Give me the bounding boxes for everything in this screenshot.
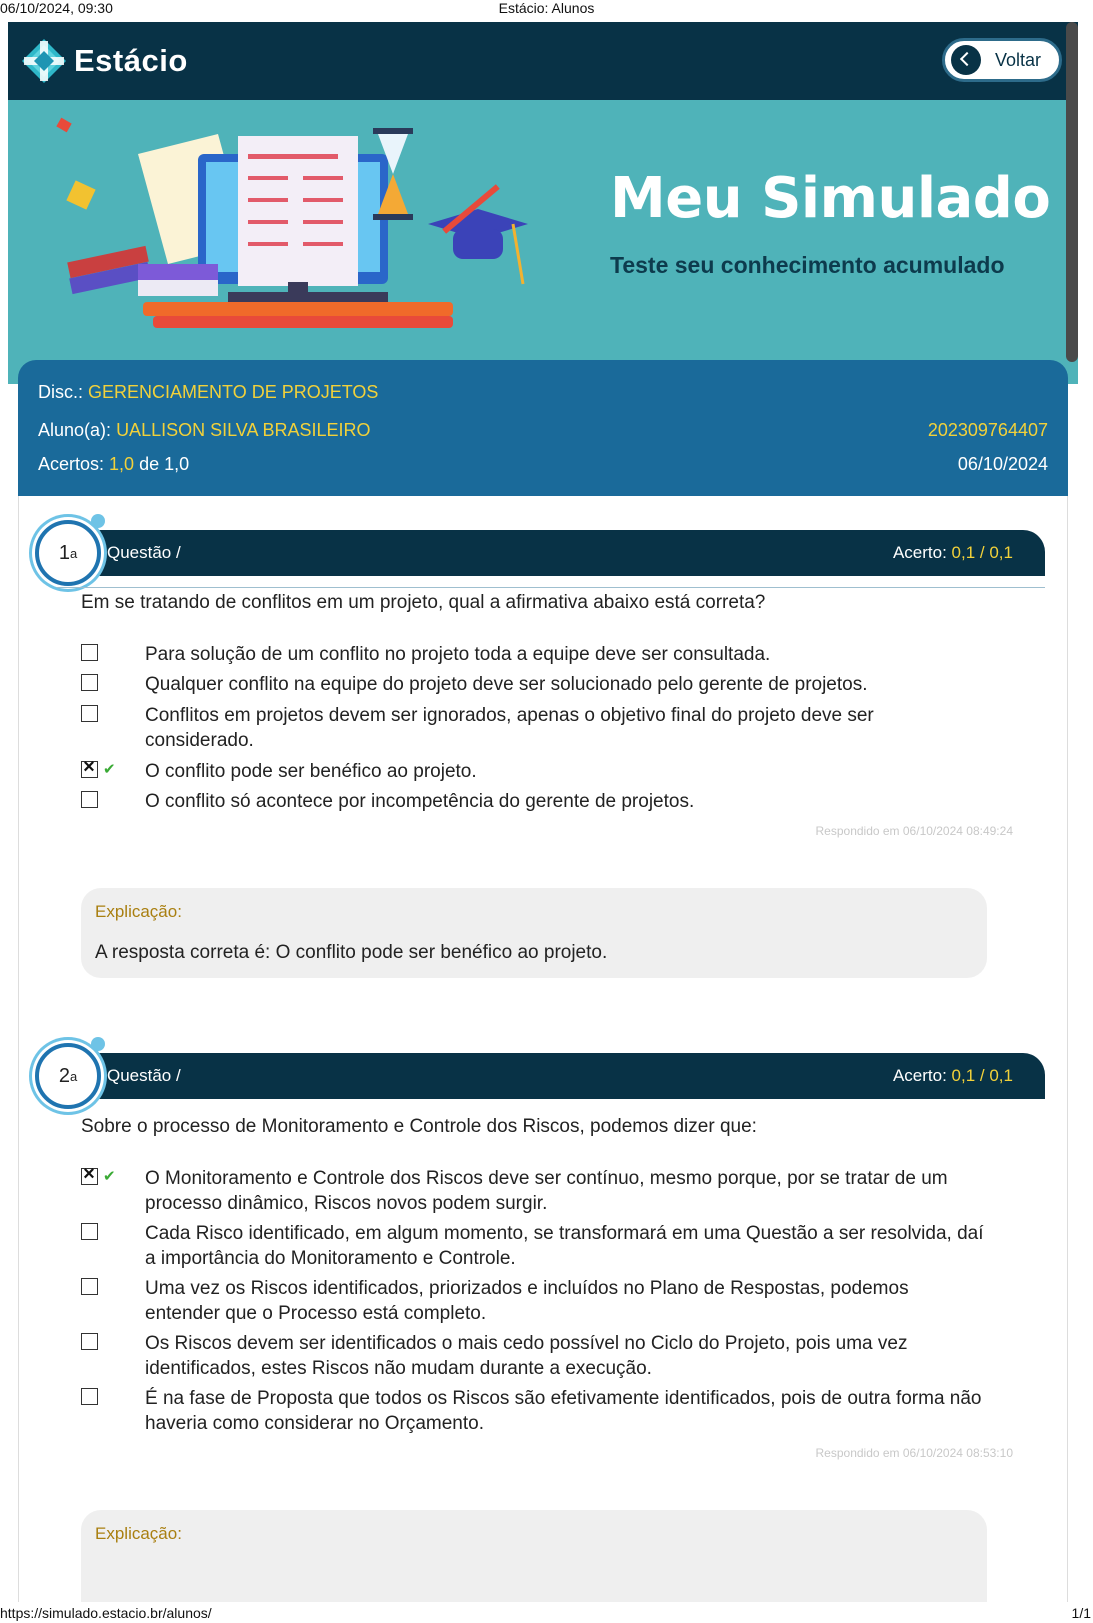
checkbox[interactable] — [81, 1223, 98, 1240]
student-label: Aluno(a): — [38, 420, 112, 440]
option-text: É na fase de Proposta que todos os Riscos são efetivamente identificados, pois de outra forma não haveria como considerar no Orçamento. — [145, 1388, 982, 1434]
question-2-number-badge — [35, 1043, 101, 1109]
question-2-score-label: Acerto: — [892, 1066, 947, 1085]
hero-banner — [8, 100, 1078, 384]
print-url: https://simulado.estacio.br/alunos/ — [0, 1605, 212, 1621]
print-footer — [0, 1603, 1093, 1623]
hits-value: 1,0 — [109, 454, 135, 474]
question-2-option-5[interactable] — [81, 1388, 981, 1438]
option-text: Cada Risco identificado, em algum momento, se transformará em uma Questão a ser resolvida, daí a importância do Monitoramento e Controle. — [145, 1223, 984, 1269]
option-text: O Monitoramento e Controle dos Riscos deve ser contínuo, mesmo porque, por se tratar de um processo dinâmico, Riscos novos podem surgir. — [145, 1168, 948, 1214]
question-2-option-3[interactable] — [81, 1278, 981, 1328]
correct-check-icon: ✔ — [103, 1168, 116, 1185]
question-1-ordinal: a — [69, 545, 78, 561]
option-text: Conflitos em projetos devem ser ignorados, apenas o objetivo final do projeto deve ser considerado. — [145, 705, 874, 751]
back-button[interactable] — [942, 38, 1062, 82]
page — [8, 22, 1078, 1602]
question-1-answered-at: Respondido em 06/10/2024 08:49:24 — [815, 824, 1013, 838]
question-1-score — [893, 543, 1013, 563]
discipline-row — [38, 382, 378, 403]
top-bar — [8, 22, 1078, 100]
print-page-number: 1/1 — [1071, 1605, 1091, 1621]
option-text: Qualquer conflito na equipe do projeto deve ser solucionado pelo gerente de projetos. — [145, 674, 868, 695]
correct-check-icon: ✔ — [103, 761, 116, 778]
student-row — [38, 420, 371, 441]
question-2-number: 2 — [58, 1064, 70, 1087]
explanation-title: Explicação: — [95, 1524, 182, 1543]
checkbox-checked[interactable] — [81, 761, 98, 778]
question-1-score-value: 0,1 — [951, 543, 976, 562]
question-1-score-max: / 0,1 — [979, 543, 1013, 562]
checkbox[interactable] — [81, 1333, 98, 1350]
estacio-logo-icon — [20, 37, 68, 85]
hero-title: Meu Simulado — [610, 166, 1051, 231]
question-1-option-5[interactable] — [81, 791, 981, 816]
question-2-stem: Sobre o processo de Monitoramento e Controle dos Riscos, podemos dizer que: — [81, 1116, 757, 1137]
print-header — [0, 0, 1093, 18]
exam-info-panel — [18, 360, 1068, 496]
question-1-stem: Em se tratando de conflitos em um projeto, qual a afirmativa abaixo está correta? — [81, 592, 766, 613]
logo-text: Estácio — [74, 43, 188, 78]
discipline-value: GERENCIAMENTO DE PROJETOS — [88, 382, 379, 402]
checkbox[interactable] — [81, 644, 98, 661]
question-1-label: Questão / — [107, 543, 181, 562]
print-datetime: 06/10/2024, 09:30 — [0, 0, 113, 16]
question-1-option-1[interactable] — [81, 644, 981, 669]
back-button-label: Voltar — [995, 49, 1042, 70]
question-1-option-4[interactable] — [81, 761, 981, 786]
scrollbar[interactable] — [1066, 22, 1078, 362]
option-text: O conflito só acontece por incompetência do gerente de projetos. — [145, 791, 695, 812]
question-2-ordinal: a — [69, 1068, 78, 1084]
hits-total: de 1,0 — [139, 454, 190, 474]
explanation-title: Explicação: — [95, 902, 182, 921]
question-1-header — [57, 530, 1045, 576]
discipline-label: Disc.: — [38, 382, 83, 402]
study-illustration-icon — [48, 114, 588, 354]
checkbox[interactable] — [81, 791, 98, 808]
question-2-explanation — [81, 1510, 987, 1602]
hero-subtitle: Teste seu conhecimento acumulado — [610, 252, 1005, 278]
chevron-left-icon — [951, 45, 981, 75]
option-text: Para solução de um conflito no projeto toda a equipe deve ser consultada. — [145, 644, 771, 665]
hits-label: Acertos: — [38, 454, 105, 474]
question-2-score — [893, 1066, 1013, 1086]
question-1-explanation — [81, 888, 987, 978]
question-2-label: Questão / — [107, 1066, 181, 1085]
checkbox-checked[interactable] — [81, 1168, 98, 1185]
checkbox[interactable] — [81, 1388, 98, 1405]
checkbox[interactable] — [81, 1278, 98, 1295]
logo[interactable] — [20, 36, 188, 86]
question-2-answered-at: Respondido em 06/10/2024 08:53:10 — [815, 1446, 1013, 1460]
question-1-option-3[interactable] — [81, 705, 981, 755]
question-1-score-label: Acerto: — [892, 543, 947, 562]
student-name: UALLISON SILVA BRASILEIRO — [116, 420, 371, 440]
explanation-text: A resposta correta é: O conflito pode ser benéfico ao projeto. — [95, 942, 608, 963]
question-2-option-1[interactable] — [81, 1168, 981, 1218]
checkbox[interactable] — [81, 674, 98, 691]
print-title: Estácio: Alunos — [498, 0, 595, 16]
questions-area — [18, 496, 1068, 1602]
question-1-number: 1 — [58, 541, 70, 564]
question-2-header — [57, 1053, 1045, 1099]
checkbox[interactable] — [81, 705, 98, 722]
hits-row — [38, 454, 189, 475]
question-1-number-badge — [35, 520, 101, 586]
question-2-score-value: 0,1 — [951, 1066, 976, 1085]
question-2-option-4[interactable] — [81, 1333, 981, 1383]
exam-date: 06/10/2024 — [957, 454, 1048, 474]
option-text: Os Riscos devem ser identificados o mais cedo possível no Ciclo do Projeto, pois uma vez identificados, estes Riscos não mudam durante a execução. — [145, 1333, 908, 1379]
badge-dot-icon — [91, 1037, 105, 1051]
option-text: O conflito pode ser benéfico ao projeto. — [145, 761, 477, 782]
badge-dot-icon — [91, 514, 105, 528]
question-1-option-2[interactable] — [81, 674, 981, 699]
student-id: 202309764407 — [927, 420, 1048, 440]
question-2-option-2[interactable] — [81, 1223, 984, 1273]
option-text: Uma vez os Riscos identificados, priorizados e incluídos no Plano de Respostas, podemos entender que o Processo está completo. — [145, 1278, 909, 1324]
question-1-divider — [57, 587, 1045, 588]
question-2-score-max: / 0,1 — [979, 1066, 1013, 1085]
